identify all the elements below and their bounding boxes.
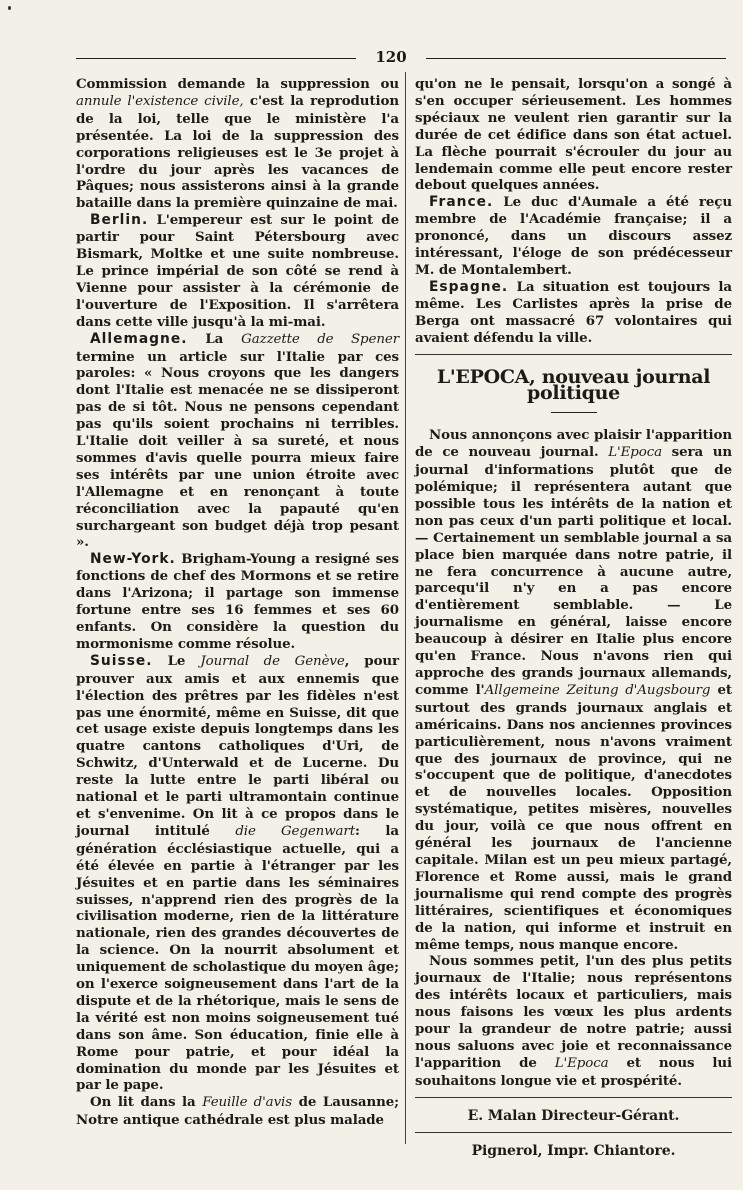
page-header [76,50,726,66]
left-column [76,76,399,1129]
text: Nous annonçons avec plaisir l'apparition de ce nouveau journal. [415,427,732,461]
text: On lit dans la [90,1094,203,1111]
italic-text: Journal de Genève [200,653,345,669]
text: de Lausanne; Notre antique cathédrale est plus malade [76,1094,400,1129]
italic-text: Feuille d'avis [202,1095,292,1111]
allemagne-paragraph [76,331,399,552]
italic-text: Allgemeine Zeitung d'Augsbourg [484,682,711,698]
section-divider [415,354,732,355]
suisse-paragraph [76,653,399,1095]
text: Commission demande la suppression ou [76,76,399,92]
speck [8,6,11,10]
section-label-suisse: Suisse. [90,652,153,669]
text: Brigham-Young a resigné ses fonctions de chef des Mormons et se retire dans l'Arizona; il partage son immense fortune entre ses 16 femmes et ses 60 enfants. On considère la question du mormonisme comme résolue. [76,551,399,652]
text: L'empereur est sur le point de partir pour Saint Pétersbourg avec Bismark, Moltke et une suite nombreuse. Le prince impérial de son côté se rend à Vienne pour assister à la cérémonie de l'ouverture de l'Exposition. Il s'arrêtera dans cette ville jusqu'à la mi-mai. [76,212,399,330]
italic-text: die Gegenwart [235,823,356,839]
newyork-paragraph [76,551,399,652]
printer-line: Pignerol, Impr. Chiantore. [471,1142,676,1159]
column-divider [405,72,406,1144]
header-rule-left [76,58,356,59]
signature: E. Malan Directeur-Gérant. [467,1107,680,1124]
epoca-paragraph-1 [415,427,732,953]
text: sera un journal d'informations plutôt que de polémique; il représentera autant que possible tous les intérêts de la nation et non pas ceux d'un parti politique et local. — Certainement un semblable journal a sa place bien marquée dans notre patrie, il ne fera concurrence à aucune autre, parcequ'il n'y en a pas encore d'entièrement semblable. — Le journalisme en général, laisse encore beaucoup à désirer en Italie plus encore qu'en France. Nous n'avons rien qui approche des grands journaux allemands, comme l' [415,444,732,698]
text: : la génération écclésiastique actuelle, qui a été élevée en partie à l'étranger par les Jésuites et en partie dans les séminaires suisses, n'apprend rien des progrès de la civilisation moderne, rien de la littérature nationale, rien des grandes découvertes de la science. On la nourrit absolument et uniquement de scholastique du moyen âge; on l'exerce soigneusement dans l'art de la dispute et de la rhétorique, mais le sens de la vérité est non moins soigneusement tué dans son âme. Son éducation, finie elle à Rome pour patrie, et pour idéal la domination du monde par les Jésuites et par le pape. [76,822,399,1094]
lausanne-paragraph [76,1094,399,1129]
text: et nous lui souhaitons longue vie et prospérité. [415,1054,733,1089]
printer-divider [415,1132,732,1133]
commission-paragraph [76,76,399,212]
italic-text: annule l'existence civile, [76,93,244,109]
continuation-paragraph [415,76,732,194]
text: La situation est toujours la même. Les Carlistes après la prise de Berga ont massacré 67 volontaires qui avaient défendu la ville. [415,278,732,346]
epoca-heading: L'EPOCA, nouveau journal politique [436,365,711,405]
italic-text: L'Epoca [608,445,662,461]
italic-text: L'Epoca [554,1055,609,1071]
section-label-allemagne: Allemagne. [90,330,188,347]
text: et surtout des grands journaux anglais et américains. Dans nos anciennes provinces particulièrement, nous n'avons vraiment que des journaux de province, qui ne s'occupent que de politique, d'anecdotes et de nouvelles locales. Opposition systématique, petites misères, nouvelles du jour, voilà ce que nous offrent en général les journaux de l'ancienne capitale. Milan est un peu mieux partagé, Florence et Rome aussi, mais le grand journalisme qui rend compte des progrès littéraires, scientifiques et économiques de la nation, qui informe et instruit en même temps, nous manque encore. [415,681,732,953]
text: Le [152,652,201,669]
signature-divider [415,1097,732,1098]
section-label-france: France. [429,194,494,211]
france-paragraph [415,194,732,279]
text: La [187,330,242,347]
page-number: 120 [375,48,407,66]
text: termine un article sur l'Italie par ces paroles: « Nous croyons que les dangers dont l'Italie est menacée ne se dissiperont pas de si tôt. Nous ne pensons cependant pas qu'ils soient prochains ni terribles. L'Italie doit veiller à sa sureté, et nous sommes d'avis quelle pourra mieux faire ses intérêts par une union étroite avec l'Allemagne et en renonçant à toute réconciliation avec la papauté qu'en surchargeant son budget déjà trop pesant ». [76,348,399,551]
heading-rule [551,412,597,413]
header-rule-right [426,58,726,59]
section-label-newyork: New-York. [90,551,176,568]
text: c'est la reprodution de la loi, telle que le ministère l'a présentée. La loi de la suppression des corporations religieuses est le 3e projet à l'ordre du jour après les vacances de Pâques; nous assisterons ainsi à la grande bataille dans la première quinzaine de mai. [76,92,399,212]
text: qu'on ne le pensait, lorsqu'on a songé à s'en occuper sérieusement. Les hommes spéciaux ne veulent rien garantir sur la durée de cet édifice dans son état actuel. La flèche pourrait s'écrouler du jour au lendemain comme elle peut encore rester debout quelques années. [415,76,732,194]
text: Le duc d'Aumale a été reçu membre de l'Académie française; il a prononcé, dans un discours assez intéressant, l'éloge de son prédécesseur M. de Montalembert. [415,194,732,278]
espagne-paragraph [415,279,732,347]
right-column [415,76,732,1159]
berlin-paragraph [76,212,399,330]
text: Nous sommes petit, l'un des plus petits journaux de l'Italie; nous représentons des intérêts locaux et particuliers, mais nous faisons les vœux les plus ardents pour la grandeur de notre patrie; aussi nous saluons avec joie et reconnaissance l'apparition de [415,953,732,1071]
text: , pour prouver aux amis et aux ennemis que l'élection des prêtres par les fidèles n'est pas une énormité, même en Suisse, dit que cet usage existe depuis longtemps dans les quatre cantons catholiques d'Uri, de Schwitz, d'Unterwald et de Lucerne. Du reste la lutte entre le parti libéral ou national et le parti ultramontain continue et s'envenime. On lit à ce propos dans le journal intitulé [76,652,399,839]
section-label-espagne: Espagne. [429,278,509,295]
italic-text: Gazzette de Spener [241,331,400,347]
epoca-paragraph-2 [415,953,732,1089]
section-label-berlin: Berlin. [90,212,149,229]
